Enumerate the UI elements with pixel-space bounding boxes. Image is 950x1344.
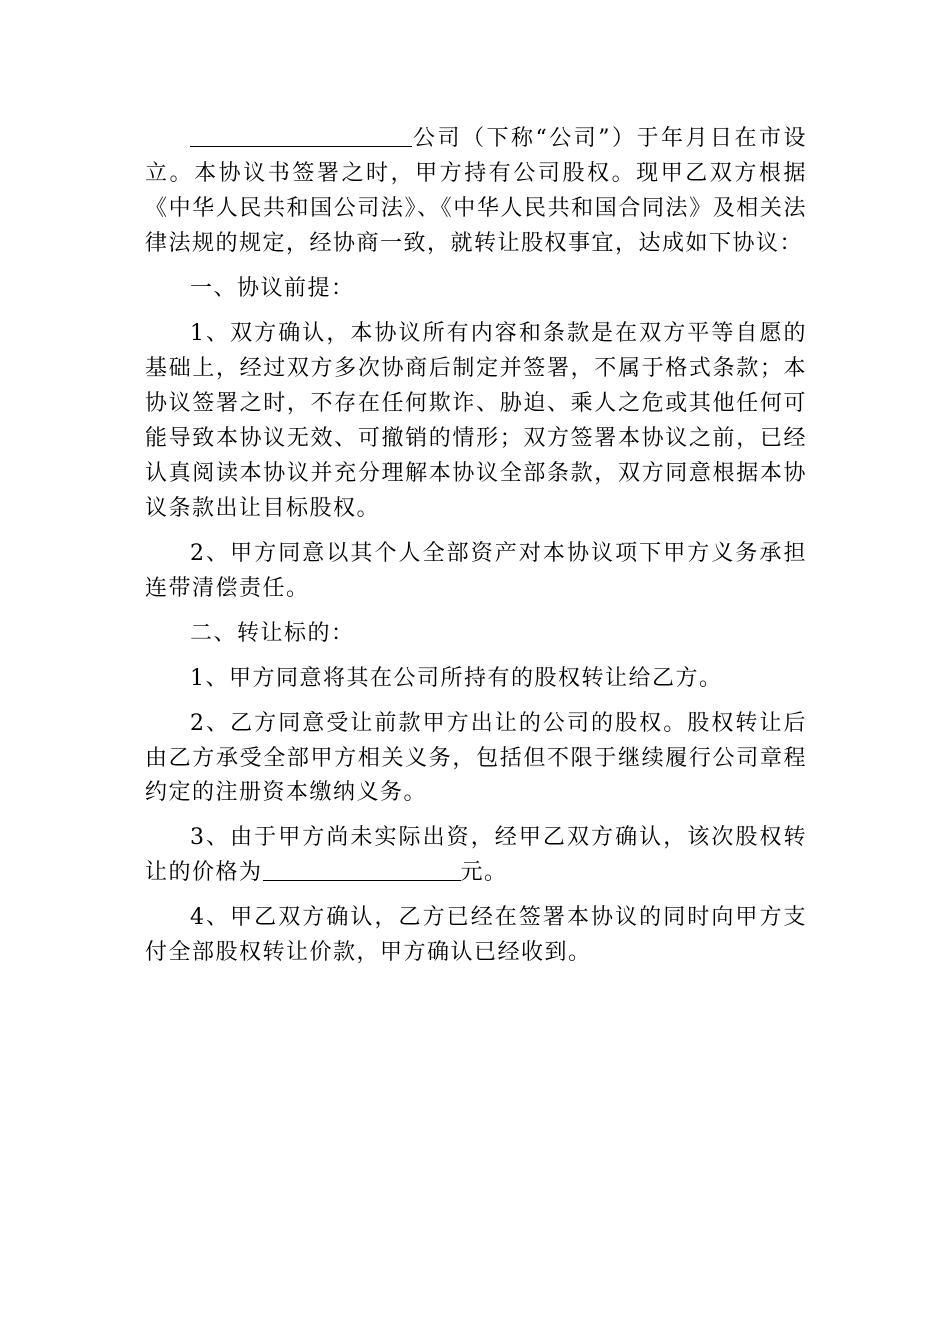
- company-name-blank: [190, 124, 412, 147]
- section-1-item-2: 2、甲方同意以其个人全部资产对本协议项下甲方义务承担连带清偿责任。: [145, 540, 807, 601]
- intro-paragraph: [145, 122, 807, 262]
- section-1-heading: 一、协议前提：: [190, 275, 355, 301]
- section-2-item-3: [145, 821, 807, 891]
- section-2-item-4: 4、甲乙双方确认，乙方已经在签署本协议的同时向甲方支付全部股权转让价款，甲方确认已经收到。: [145, 905, 807, 966]
- section-2-item-2: 2、乙方同意受让前款甲方出让的公司的股权。股权转让后由乙方承受全部甲方相关义务，包括但不限于继续履行公司章程约定的注册资本缴纳义务。: [145, 710, 807, 806]
- section-2-item-1: 1、甲方同意将其在公司所持有的股权转让给乙方。: [190, 665, 723, 691]
- section-2-heading: 二、转让标的：: [190, 620, 355, 646]
- price-text-prefix: 3、由于甲方尚未实际出资，经甲乙双方确认，该次股权转让的价格为: [145, 825, 807, 886]
- intro-text: 公司（下称“公司”）于年月日在市设立。本协议书签署之时，甲方持有公司股权。现甲乙双方根据《中华人民共和国公司法》、《中华人民共和国合同法》及相关法律法规的规定，经协商一致，就转让股权事宜，达成如下协议：: [145, 126, 807, 256]
- agreement-body: [145, 122, 807, 981]
- section-1-item-1: 1、双方确认，本协议所有内容和条款是在双方平等自愿的基础上，经过双方多次协商后制定并签署，不属于格式条款；本协议签署之时，不存在任何欺诈、胁迫、乘人之危或其他任何可能导致本协议无效、可撤销的情形；双方签署本协议之前，已经认真阅读本协议并充分理解本协议全部条款，双方同意根据本协议条款出让目标股权。: [145, 320, 807, 521]
- price-blank: [263, 858, 461, 881]
- price-text-suffix: 元。: [460, 860, 508, 886]
